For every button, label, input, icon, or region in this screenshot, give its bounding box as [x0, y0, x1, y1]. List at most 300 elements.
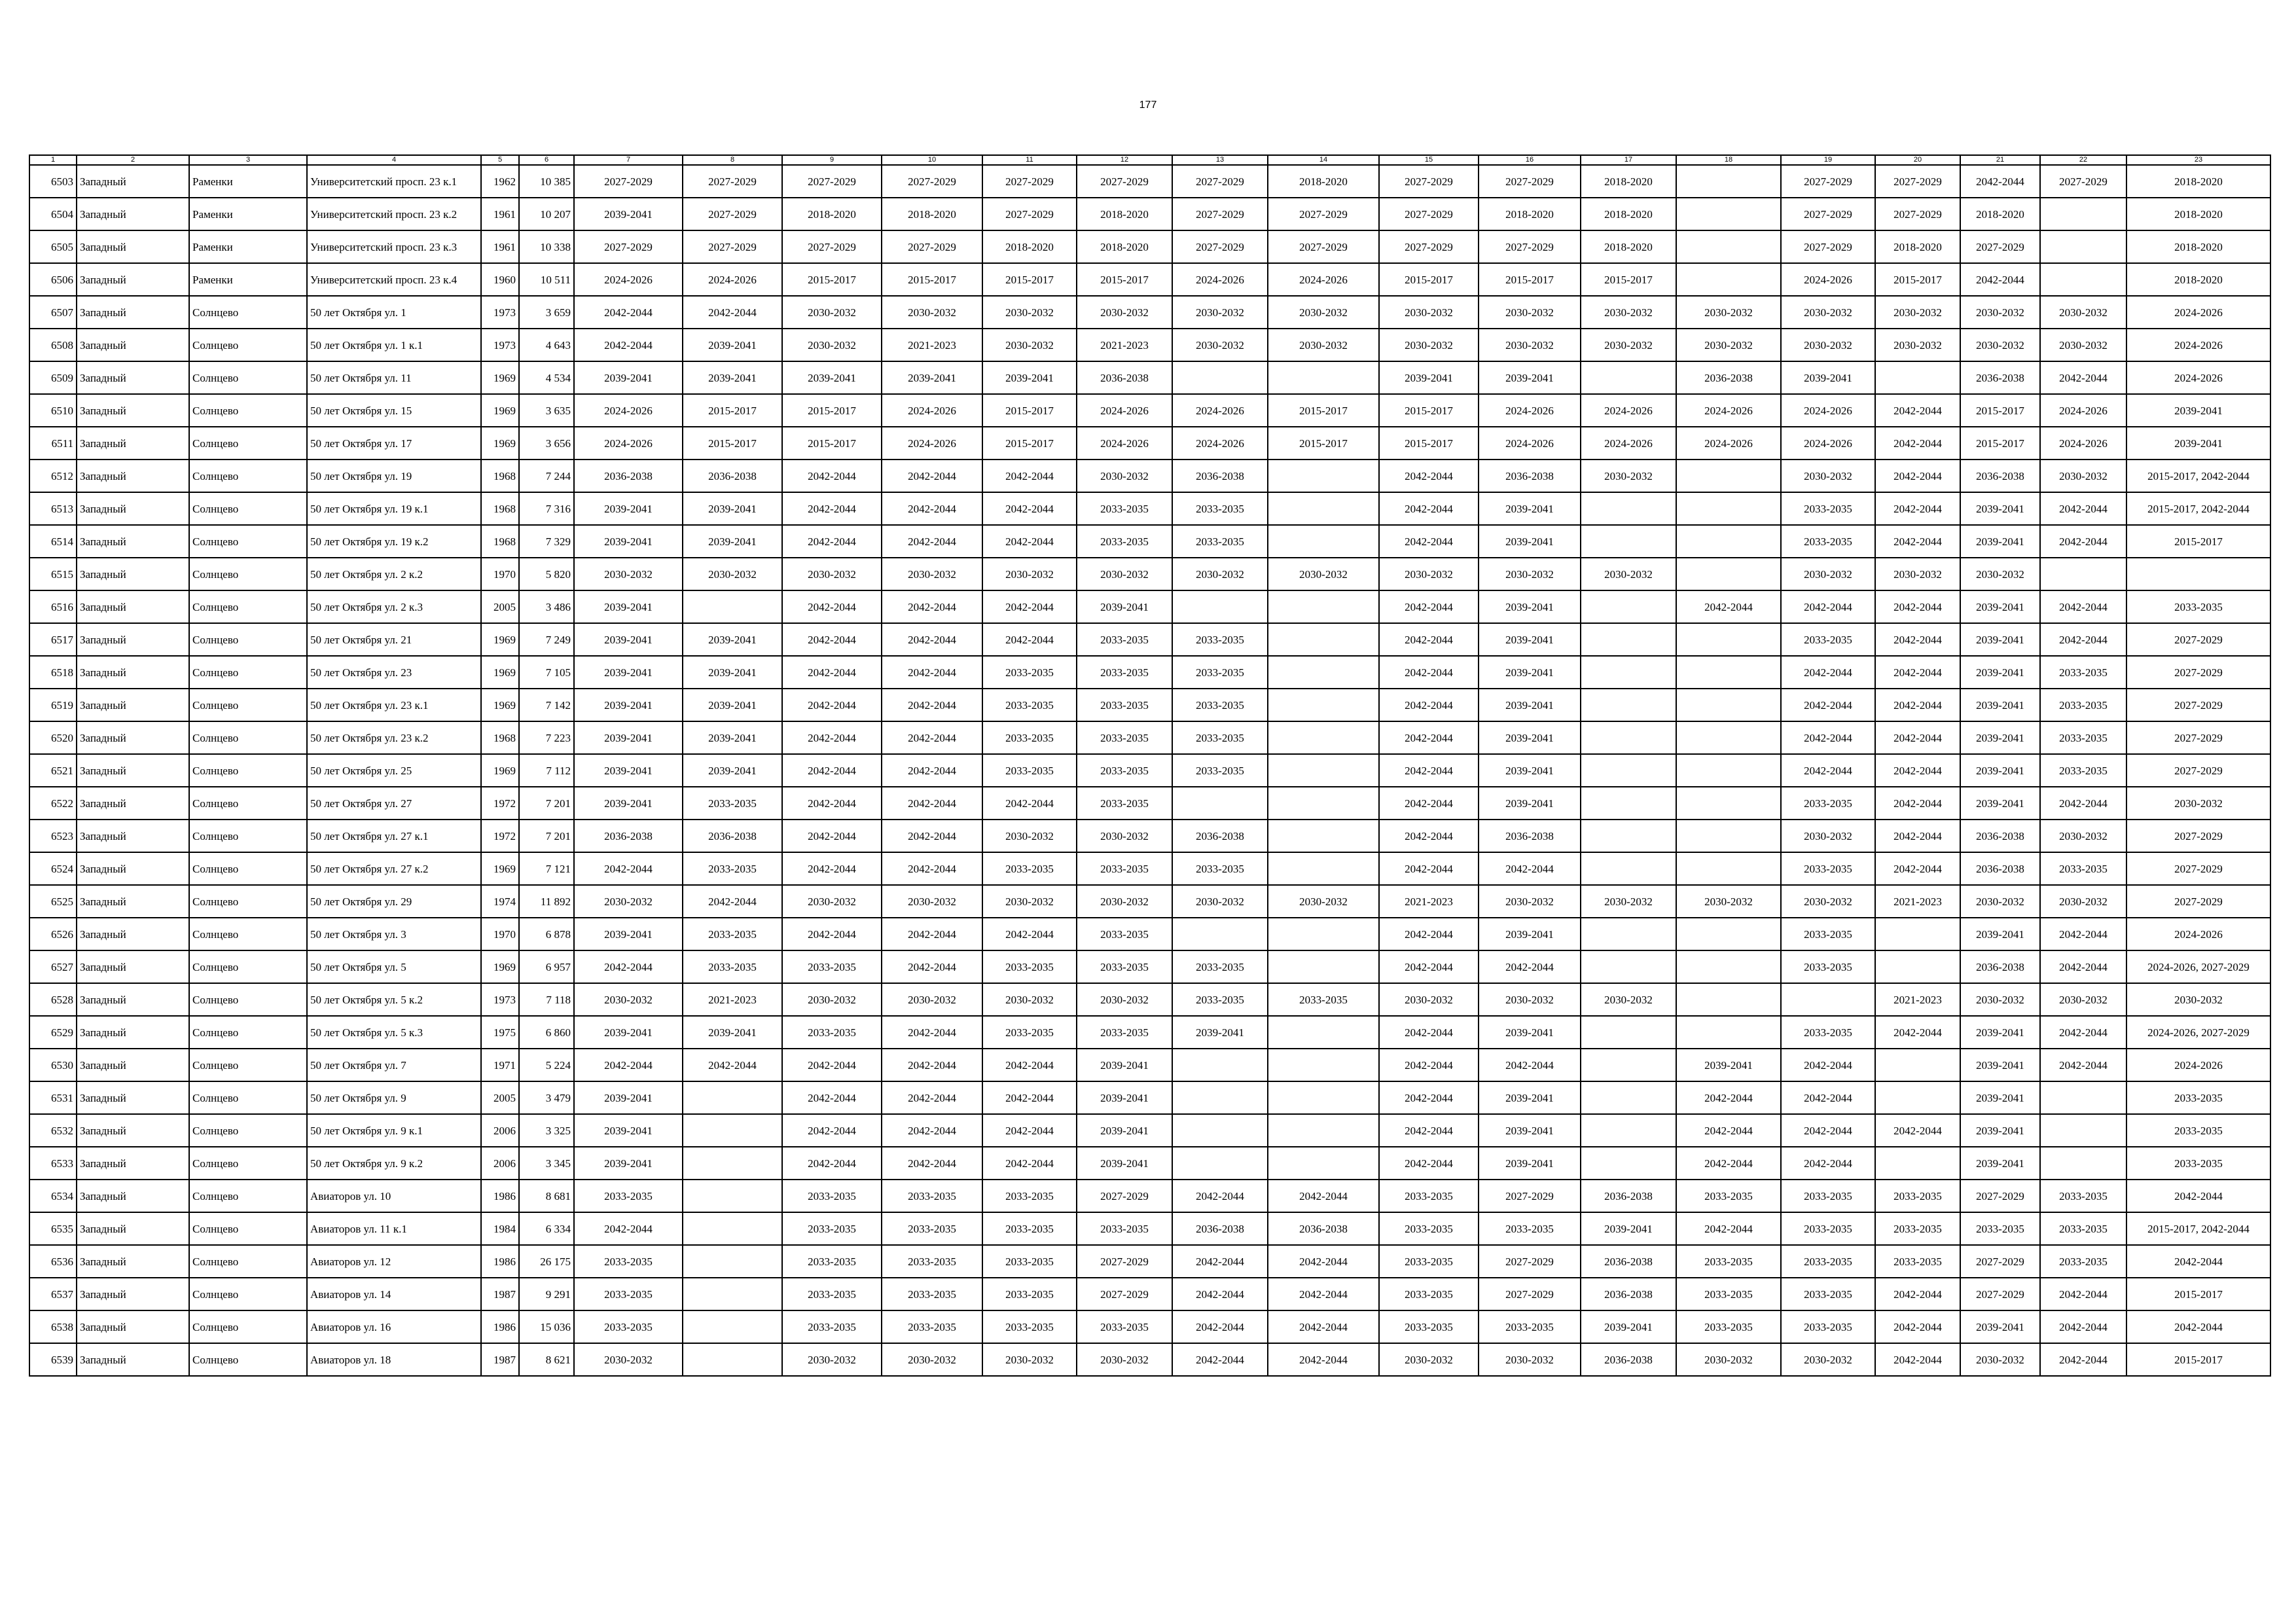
table-cell: 2033-2035: [782, 1245, 882, 1278]
table-cell: Солнцево: [189, 623, 307, 656]
table-cell: 6509: [29, 361, 77, 394]
table-cell: 2033-2035: [1077, 754, 1172, 787]
table-cell: 2033-2035: [1676, 1278, 1781, 1310]
table-cell: Западный: [77, 852, 189, 885]
table-cell: [1268, 689, 1379, 721]
table-cell: [2040, 1114, 2126, 1147]
table-cell: 1969: [481, 852, 519, 885]
table-cell: 2033-2035: [782, 1310, 882, 1343]
table-cell: [1581, 918, 1676, 950]
table-cell: 2024-2026: [1479, 427, 1581, 460]
table-cell: Западный: [77, 1016, 189, 1049]
table-cell: 6520: [29, 721, 77, 754]
table-cell: 2030-2032: [1379, 329, 1479, 361]
table-cell: 2030-2032: [982, 558, 1077, 590]
table-cell: 2042-2044: [1875, 689, 1960, 721]
table-cell: 2030-2032: [1581, 558, 1676, 590]
table-cell: 6512: [29, 460, 77, 492]
table-cell: 2030-2032: [1077, 558, 1172, 590]
table-cell: 1970: [481, 918, 519, 950]
table-cell: [1268, 361, 1379, 394]
table-cell: 2042-2044: [1875, 721, 1960, 754]
table-cell: 10 207: [519, 198, 574, 230]
table-cell: Солнцево: [189, 296, 307, 329]
table-cell: 2042-2044: [1379, 852, 1479, 885]
table-cell: 2033-2035: [982, 1016, 1077, 1049]
table-cell: 2042-2044: [1781, 721, 1875, 754]
column-number-cell: 12: [1077, 155, 1172, 165]
table-cell: 2042-2044: [1875, 1310, 1960, 1343]
table-cell: 2030-2032: [1781, 885, 1875, 918]
table-cell: Солнцево: [189, 1049, 307, 1081]
table-cell: 2033-2035: [782, 1016, 882, 1049]
table-cell: 2027-2029: [1960, 230, 2040, 263]
table-cell: [683, 1114, 782, 1147]
table-cell: 2039-2041: [782, 361, 882, 394]
table-cell: 2039-2041: [1960, 1049, 2040, 1081]
table-cell: 2018-2020: [1581, 198, 1676, 230]
table-cell: 2042-2044: [782, 492, 882, 525]
table-row: [29, 1212, 2270, 1245]
table-cell: 5 820: [519, 558, 574, 590]
table-cell: 2036-2038: [1268, 1212, 1379, 1245]
table-cell: 2024-2026: [2040, 427, 2126, 460]
table-cell: 2033-2035: [1172, 689, 1268, 721]
table-row: [29, 689, 2270, 721]
table-cell: 6 860: [519, 1016, 574, 1049]
table-cell: 2039-2041: [1479, 656, 1581, 689]
table-row: [29, 983, 2270, 1016]
table-cell: [1581, 820, 1676, 852]
table-cell: 2042-2044: [574, 852, 683, 885]
table-cell: 2042-2044: [882, 492, 982, 525]
table-cell: [1268, 656, 1379, 689]
table-cell: 2030-2032: [1077, 1343, 1172, 1376]
table-cell: 7 329: [519, 525, 574, 558]
table-cell: 2018-2020: [1581, 230, 1676, 263]
table-cell: 50 лет Октября ул. 19 к.1: [307, 492, 481, 525]
table-cell: 2042-2044: [1781, 1147, 1875, 1180]
table-cell: Солнцево: [189, 1278, 307, 1310]
table-cell: 6 957: [519, 950, 574, 983]
table-cell: 6528: [29, 983, 77, 1016]
table-cell: [1268, 460, 1379, 492]
table-cell: [1581, 656, 1676, 689]
table-cell: 2027-2029: [1268, 198, 1379, 230]
table-cell: 2024-2026: [1172, 427, 1268, 460]
table-body: [29, 165, 2270, 1376]
table-cell: Западный: [77, 361, 189, 394]
table-cell: 2042-2044: [882, 1081, 982, 1114]
table-cell: 2033-2035: [1875, 1245, 1960, 1278]
table-cell: 50 лет Октября ул. 23: [307, 656, 481, 689]
table-cell: 2018-2020: [1581, 165, 1676, 198]
table-row: [29, 525, 2270, 558]
table-cell: 6529: [29, 1016, 77, 1049]
table-cell: 2042-2044: [982, 1049, 1077, 1081]
table-cell: 2015-2017: [982, 263, 1077, 296]
table-cell: 2039-2041: [574, 656, 683, 689]
table-cell: 2030-2032: [1581, 885, 1676, 918]
table-cell: 2036-2038: [1676, 361, 1781, 394]
table-cell: 1968: [481, 460, 519, 492]
table-cell: 2039-2041: [882, 361, 982, 394]
table-cell: 2033-2035: [1479, 1310, 1581, 1343]
table-cell: 2039-2041: [574, 1016, 683, 1049]
table-cell: 2033-2035: [574, 1180, 683, 1212]
table-cell: [1268, 754, 1379, 787]
table-cell: [2040, 198, 2126, 230]
table-cell: Университетский просп. 23 к.4: [307, 263, 481, 296]
table-cell: 2039-2041: [1581, 1212, 1676, 1245]
table-cell: 2015-2017: [882, 263, 982, 296]
table-cell: [1268, 525, 1379, 558]
table-cell: 2033-2035: [683, 852, 782, 885]
table-cell: 2024-2026: [1781, 394, 1875, 427]
table-row: [29, 1147, 2270, 1180]
table-cell: Солнцево: [189, 950, 307, 983]
table-cell: 2033-2035: [2040, 1180, 2126, 1212]
table-cell: 2042-2044: [882, 590, 982, 623]
table-cell: 2039-2041: [1960, 1147, 2040, 1180]
table-cell: 2015-2017: [1268, 394, 1379, 427]
table-cell: 50 лет Октября ул. 5: [307, 950, 481, 983]
table-cell: 2042-2044: [1875, 820, 1960, 852]
table-cell: [1676, 558, 1781, 590]
table-row: [29, 1310, 2270, 1343]
table-cell: 2033-2035: [982, 1310, 1077, 1343]
table-cell: 2033-2035: [1781, 525, 1875, 558]
table-cell: Западный: [77, 263, 189, 296]
column-number-cell: 19: [1781, 155, 1875, 165]
table-cell: 2021-2023: [1077, 329, 1172, 361]
table-cell: 2033-2035: [982, 721, 1077, 754]
table-cell: 2015-2017: [2126, 525, 2270, 558]
table-cell: 2042-2044: [1172, 1343, 1268, 1376]
table-cell: 2042-2044: [882, 950, 982, 983]
table-cell: 2033-2035: [1077, 721, 1172, 754]
table-cell: 2027-2029: [683, 230, 782, 263]
table-cell: 2042-2044: [1875, 394, 1960, 427]
table-cell: 7 201: [519, 787, 574, 820]
table-cell: 2033-2035: [1479, 1212, 1581, 1245]
table-cell: [1172, 1147, 1268, 1180]
table-cell: 1968: [481, 721, 519, 754]
table-cell: 2033-2035: [982, 1245, 1077, 1278]
table-cell: 50 лет Октября ул. 1: [307, 296, 481, 329]
table-cell: [1172, 787, 1268, 820]
table-cell: 2033-2035: [1875, 1180, 1960, 1212]
table-cell: 6504: [29, 198, 77, 230]
table-cell: 2027-2029: [1875, 198, 1960, 230]
table-cell: 2024-2026: [574, 394, 683, 427]
table-cell: [1676, 820, 1781, 852]
table-cell: 2024-2026: [1781, 427, 1875, 460]
table-cell: 2039-2041: [574, 787, 683, 820]
table-cell: 2033-2035: [1781, 1016, 1875, 1049]
table-cell: [1676, 165, 1781, 198]
table-cell: Западный: [77, 1180, 189, 1212]
table-cell: 2033-2035: [2040, 721, 2126, 754]
table-cell: 2042-2044: [1379, 754, 1479, 787]
table-cell: [1268, 1016, 1379, 1049]
table-cell: 2033-2035: [1172, 525, 1268, 558]
table-cell: Авиаторов ул. 16: [307, 1310, 481, 1343]
table-cell: 6519: [29, 689, 77, 721]
table-cell: 2033-2035: [1172, 656, 1268, 689]
table-cell: Западный: [77, 1114, 189, 1147]
table-row: [29, 361, 2270, 394]
table-cell: 15 036: [519, 1310, 574, 1343]
table-cell: 2027-2029: [574, 230, 683, 263]
table-cell: 2030-2032: [574, 1343, 683, 1376]
table-cell: 8 681: [519, 1180, 574, 1212]
table-cell: 2039-2041: [1379, 361, 1479, 394]
table-cell: 7 142: [519, 689, 574, 721]
table-cell: 2015-2017: [2126, 1343, 2270, 1376]
table-cell: 2042-2044: [1875, 590, 1960, 623]
column-number-cell: 23: [2126, 155, 2270, 165]
table-cell: 2042-2044: [2040, 1016, 2126, 1049]
table-cell: 2027-2029: [574, 165, 683, 198]
table-cell: [683, 1147, 782, 1180]
table-cell: 2042-2044: [882, 1016, 982, 1049]
table-cell: 2042-2044: [1379, 787, 1479, 820]
table-cell: 2042-2044: [1875, 525, 1960, 558]
table-cell: 7 121: [519, 852, 574, 885]
table-cell: 2042-2044: [1781, 754, 1875, 787]
table-cell: 2027-2029: [683, 198, 782, 230]
table-cell: 2005: [481, 1081, 519, 1114]
table-cell: 2027-2029: [2126, 721, 2270, 754]
table-row: [29, 460, 2270, 492]
table-cell: 2030-2032: [2040, 820, 2126, 852]
table-cell: 2042-2044: [1875, 754, 1960, 787]
table-cell: 26 175: [519, 1245, 574, 1278]
table-cell: 6531: [29, 1081, 77, 1114]
table-cell: 2030-2032: [782, 885, 882, 918]
table-cell: Западный: [77, 590, 189, 623]
table-row: [29, 918, 2270, 950]
table-cell: 50 лет Октября ул. 27: [307, 787, 481, 820]
table-cell: [1581, 525, 1676, 558]
table-cell: 2042-2044: [882, 754, 982, 787]
table-cell: 2036-2038: [1172, 1212, 1268, 1245]
table-cell: 2030-2032: [1960, 885, 2040, 918]
table-cell: Авиаторов ул. 18: [307, 1343, 481, 1376]
table-cell: 2033-2035: [982, 689, 1077, 721]
table-cell: Западный: [77, 820, 189, 852]
table-cell: 2030-2032: [1172, 329, 1268, 361]
table-cell: Западный: [77, 656, 189, 689]
table-cell: 2039-2041: [1077, 590, 1172, 623]
table-cell: 2039-2041: [1479, 1016, 1581, 1049]
table-cell: 2033-2035: [882, 1245, 982, 1278]
table-cell: 2030-2032: [1781, 329, 1875, 361]
table-cell: 2033-2035: [982, 754, 1077, 787]
table-cell: 2042-2044: [882, 656, 982, 689]
table-cell: 2033-2035: [1077, 525, 1172, 558]
table-row: [29, 1180, 2270, 1212]
table-cell: 2030-2032: [574, 885, 683, 918]
table-cell: 2042-2044: [982, 460, 1077, 492]
table-cell: Солнцево: [189, 1114, 307, 1147]
table-cell: 1960: [481, 263, 519, 296]
table-cell: [1581, 492, 1676, 525]
table-cell: 3 325: [519, 1114, 574, 1147]
table-cell: 2033-2035: [1960, 1212, 2040, 1245]
table-cell: 2030-2032: [982, 329, 1077, 361]
table-cell: 2033-2035: [782, 1212, 882, 1245]
table-cell: 2030-2032: [1581, 460, 1676, 492]
table-cell: [1172, 1049, 1268, 1081]
table-cell: 2033-2035: [1379, 1278, 1479, 1310]
table-cell: 2027-2029: [1875, 165, 1960, 198]
table-cell: 2033-2035: [2040, 656, 2126, 689]
table-cell: 1961: [481, 230, 519, 263]
table-cell: 2033-2035: [882, 1180, 982, 1212]
table-cell: 2030-2032: [1479, 329, 1581, 361]
table-cell: 2039-2041: [1077, 1114, 1172, 1147]
table-cell: 50 лет Октября ул. 21: [307, 623, 481, 656]
table-cell: 2039-2041: [1479, 361, 1581, 394]
table-cell: 2042-2044: [2040, 918, 2126, 950]
table-cell: 2042-2044: [1379, 689, 1479, 721]
table-cell: 2039-2041: [1479, 1081, 1581, 1114]
table-cell: 2033-2035: [1077, 1016, 1172, 1049]
table-cell: 2042-2044: [2126, 1310, 2270, 1343]
table-cell: [1875, 1081, 1960, 1114]
table-cell: 7 112: [519, 754, 574, 787]
table-cell: 2027-2029: [1268, 230, 1379, 263]
table-cell: 6503: [29, 165, 77, 198]
table-cell: 2042-2044: [2040, 950, 2126, 983]
table-row: [29, 1049, 2270, 1081]
table-cell: 50 лет Октября ул. 2 к.3: [307, 590, 481, 623]
table-cell: Западный: [77, 1245, 189, 1278]
table-cell: Западный: [77, 460, 189, 492]
table-row: [29, 1016, 2270, 1049]
table-cell: 2030-2032: [782, 558, 882, 590]
table-cell: 2042-2044: [1781, 590, 1875, 623]
column-number-cell: 21: [1960, 155, 2040, 165]
table-cell: 2042-2044: [1379, 1049, 1479, 1081]
table-cell: 2030-2032: [1379, 1343, 1479, 1376]
table-row: [29, 329, 2270, 361]
table-cell: [683, 1180, 782, 1212]
table-cell: 2033-2035: [2040, 1212, 2126, 1245]
table-cell: 50 лет Октября ул. 29: [307, 885, 481, 918]
table-cell: 2024-2026: [1581, 427, 1676, 460]
table-cell: 2033-2035: [1781, 1278, 1875, 1310]
table-cell: 2030-2032: [782, 329, 882, 361]
table-cell: 2018-2020: [1077, 198, 1172, 230]
table-cell: 2033-2035: [1172, 623, 1268, 656]
table-cell: 2033-2035: [2126, 1114, 2270, 1147]
table-cell: 2039-2041: [1960, 689, 2040, 721]
table-cell: [1581, 852, 1676, 885]
table-cell: Солнцево: [189, 689, 307, 721]
table-cell: 2024-2026: [683, 263, 782, 296]
table-cell: 2042-2044: [1676, 1114, 1781, 1147]
table-cell: [1268, 1147, 1379, 1180]
table-cell: 2042-2044: [1781, 689, 1875, 721]
table-cell: Авиаторов ул. 11 к.1: [307, 1212, 481, 1245]
table-cell: 2042-2044: [782, 820, 882, 852]
table-cell: 2042-2044: [1781, 656, 1875, 689]
table-cell: 2042-2044: [882, 623, 982, 656]
table-cell: Западный: [77, 885, 189, 918]
table-cell: [1676, 492, 1781, 525]
table-cell: 2027-2029: [2126, 656, 2270, 689]
table-cell: 2030-2032: [1875, 558, 1960, 590]
table-cell: 2042-2044: [2040, 623, 2126, 656]
table-cell: 2039-2041: [1479, 590, 1581, 623]
table-cell: 2033-2035: [1379, 1245, 1479, 1278]
table-cell: [1172, 590, 1268, 623]
table-cell: 2030-2032: [1479, 1343, 1581, 1376]
table-cell: [1676, 198, 1781, 230]
table-cell: 2033-2035: [683, 918, 782, 950]
table-cell: Солнцево: [189, 427, 307, 460]
table-cell: 2042-2044: [982, 1147, 1077, 1180]
table-cell: 2015-2017: [683, 394, 782, 427]
table-cell: Солнцево: [189, 1212, 307, 1245]
table-cell: Западный: [77, 394, 189, 427]
table-cell: 2030-2032: [1077, 885, 1172, 918]
table-cell: 2018-2020: [2126, 263, 2270, 296]
table-cell: 2039-2041: [683, 656, 782, 689]
table-cell: 1969: [481, 656, 519, 689]
table-cell: [1172, 1081, 1268, 1114]
table-cell: 2021-2023: [683, 983, 782, 1016]
table-cell: [683, 1310, 782, 1343]
table-cell: 2042-2044: [1172, 1310, 1268, 1343]
table-cell: 2042-2044: [1379, 820, 1479, 852]
table-cell: 2042-2044: [882, 1147, 982, 1180]
table-cell: 2033-2035: [1077, 623, 1172, 656]
table-cell: 2042-2044: [1379, 721, 1479, 754]
table-cell: 2030-2032: [982, 983, 1077, 1016]
table-cell: 6539: [29, 1343, 77, 1376]
table-cell: 7 105: [519, 656, 574, 689]
table-cell: 2033-2035: [1077, 1310, 1172, 1343]
table-cell: 1969: [481, 950, 519, 983]
column-number-cell: 10: [882, 155, 982, 165]
table-cell: Солнцево: [189, 329, 307, 361]
table-cell: 1969: [481, 623, 519, 656]
table-cell: 3 479: [519, 1081, 574, 1114]
table-cell: Западный: [77, 329, 189, 361]
table-cell: 2033-2035: [782, 1180, 882, 1212]
table-cell: 2030-2032: [1268, 296, 1379, 329]
table-row: [29, 623, 2270, 656]
table-cell: 2033-2035: [1077, 689, 1172, 721]
table-cell: 2033-2035: [1781, 918, 1875, 950]
table-cell: 2024-2026: [882, 394, 982, 427]
table-cell: 2018-2020: [1960, 198, 2040, 230]
table-cell: Западный: [77, 427, 189, 460]
table-cell: Солнцево: [189, 361, 307, 394]
table-cell: 2039-2041: [1172, 1016, 1268, 1049]
table-cell: 2033-2035: [2040, 689, 2126, 721]
column-number-cell: 4: [307, 155, 481, 165]
table-cell: 2030-2032: [1781, 1343, 1875, 1376]
table-cell: 2039-2041: [1960, 787, 2040, 820]
table-cell: 2039-2041: [683, 525, 782, 558]
table-cell: 2039-2041: [1960, 1016, 2040, 1049]
table-cell: [683, 1278, 782, 1310]
